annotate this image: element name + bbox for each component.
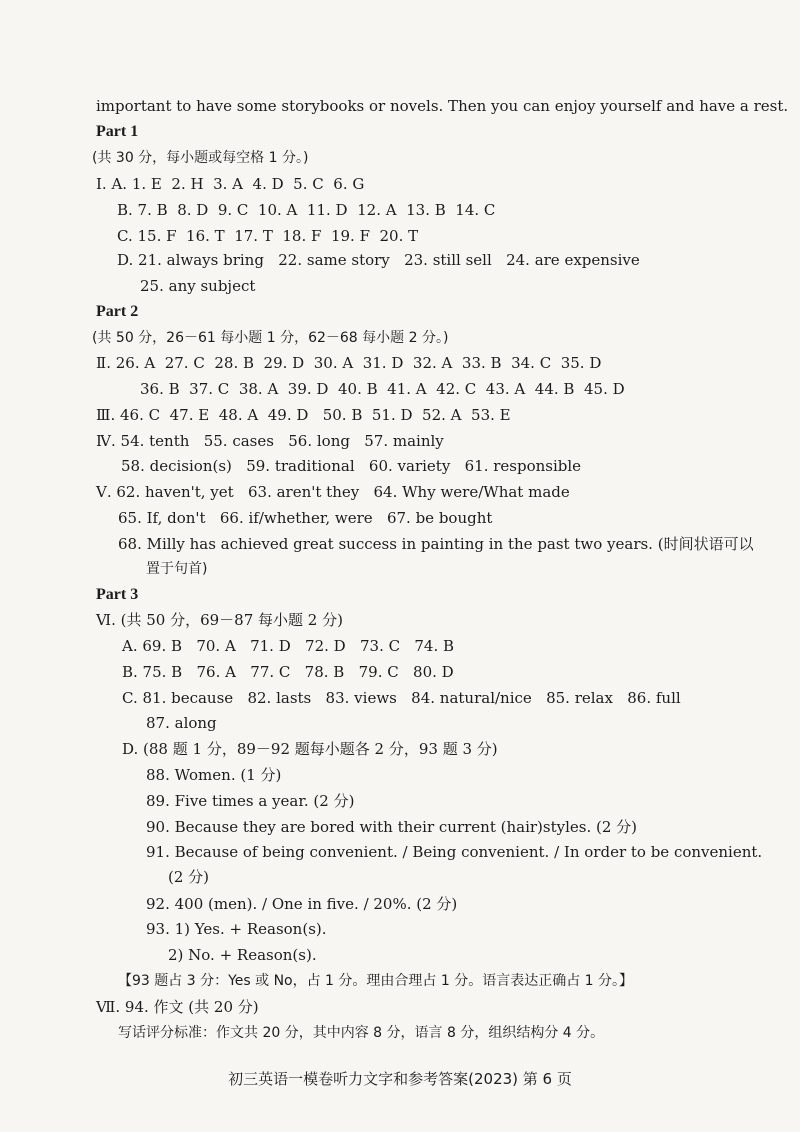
section-2-answers-cont: 36. B 37. C 38. A 39. D 40. B 41. A 42. C 43. A 44. B 45. D — [140, 380, 625, 398]
q90-answer: 90. Because they are bored with their current (hair)styles. (2 分) — [146, 818, 638, 836]
part-3-heading: Part 3 — [96, 586, 139, 603]
page-footer: 初三英语一模卷听力文字和参考答案(2023) 第 6 页 — [228, 1070, 572, 1088]
part-1-heading: Part 1 — [96, 123, 139, 140]
part-2-scoring-note: (共 50 分，26－61 每小题 1 分，62－68 每小题 2 分。) — [92, 330, 449, 346]
section-2-answers: Ⅱ. 26. A 27. C 28. B 29. D 30. A 31. D 32. A 33. B 34. C 35. D — [96, 354, 602, 372]
section-1a-answers: Ⅰ. A. 1. E 2. H 3. A 4. D 5. C 6. G — [96, 175, 365, 193]
part-2-heading: Part 2 — [96, 303, 139, 320]
writing-scoring-criteria: 写话评分标准：作文共 20 分，其中内容 8 分，语言 8 分，组织结构分 4 分。 — [118, 1025, 605, 1041]
section-6-heading: Ⅵ. (共 50 分，69－87 每小题 2 分) — [96, 611, 343, 629]
section-4-answers: Ⅳ. 54. tenth 55. cases 56. long 57. mainly — [96, 432, 444, 450]
q93-answer-yes: 93. 1) Yes. + Reason(s). — [146, 920, 327, 938]
section-7-heading: Ⅶ. 94. 作文 (共 20 分) — [96, 998, 259, 1016]
section-1d-answers-cont: 25. any subject — [140, 277, 256, 295]
q88-answer: 88. Women. (1 分) — [146, 766, 282, 784]
q93-scoring-note: 【93 题占 3 分：Yes 或 No，占 1 分。理由合理占 1 分。语言表达正确占 1 分。】 — [118, 973, 634, 989]
section-6d-heading: D. (88 题 1 分，89－92 题每小题各 2 分，93 题 3 分) — [122, 740, 498, 758]
q91-answer: 91. Because of being convenient. / Being convenient. / In order to be convenient. — [146, 843, 763, 861]
section-6c-answers: C. 81. because 82. lasts 83. views 84. natural/nice 85. relax 86. full — [122, 689, 681, 707]
q91-score: (2 分) — [168, 868, 210, 886]
section-5-q68-answer: 68. Milly has achieved great success in painting in the past two years. (时间状语可以 — [118, 535, 754, 553]
section-1c-answers: C. 15. F 16. T 17. T 18. F 19. F 20. T — [117, 227, 419, 245]
section-6b-answers: B. 75. B 76. A 77. C 78. B 79. C 80. D — [122, 663, 454, 681]
section-5-answers: Ⅴ. 62. haven't, yet 63. aren't they 64. Why were/What made — [96, 483, 570, 501]
section-1b-answers: B. 7. B 8. D 9. C 10. A 11. D 12. A 13. B 14. C — [117, 201, 496, 219]
section-3-answers: Ⅲ. 46. C 47. E 48. A 49. D 50. B 51. D 52. A 53. E — [96, 406, 511, 424]
section-5-answers-cont: 65. If, don't 66. if/whether, were 67. be bought — [118, 509, 493, 527]
section-4-answers-cont: 58. decision(s) 59. traditional 60. variety 61. responsible — [121, 457, 582, 475]
section-1d-answers: D. 21. always bring 22. same story 23. still sell 24. are expensive — [117, 251, 640, 269]
section-6c-answers-cont: 87. along — [146, 714, 217, 732]
q92-answer: 92. 400 (men). / One in five. / 20%. (2 分) — [146, 895, 458, 913]
q93-answer-no: 2) No. + Reason(s). — [168, 946, 317, 964]
section-6a-answers: A. 69. B 70. A 71. D 72. D 73. C 74. B — [122, 637, 455, 655]
section-5-q68-note: 置于句首) — [146, 561, 208, 577]
q89-answer: 89. Five times a year. (2 分) — [146, 792, 355, 810]
intro-continuation-text: important to have some storybooks or novels. Then you can enjoy yourself and have a rest. — [96, 97, 789, 115]
part-1-scoring-note: (共 30 分，每小题或每空格 1 分。) — [92, 150, 309, 166]
